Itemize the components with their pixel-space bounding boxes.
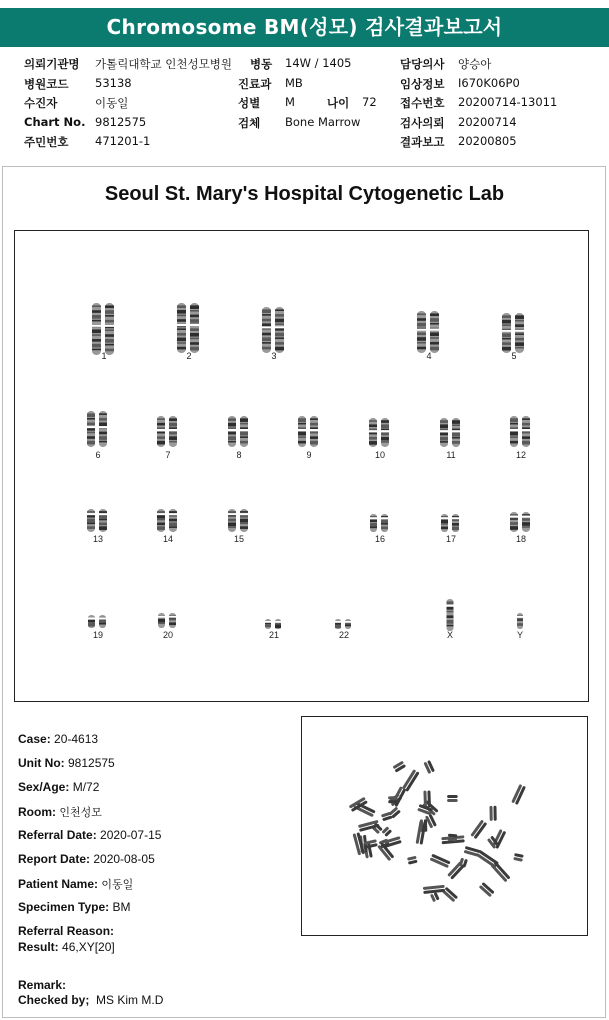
- chromosome-label-19: 19: [92, 630, 103, 640]
- chromosome-label-2: 2: [186, 351, 192, 361]
- chromosome-7: [155, 414, 181, 449]
- specimen-type-label: Specimen Type:: [18, 900, 110, 914]
- room-value: 인천성모: [59, 807, 102, 819]
- chromosome-label-11: 11: [446, 450, 456, 460]
- code-value: 53138: [95, 76, 132, 90]
- remark-label: Remark:: [18, 978, 67, 992]
- patient-info-header: [0, 52, 609, 164]
- chromosome-Y: [509, 611, 531, 631]
- patient-value: 이동일: [95, 96, 129, 110]
- karyogram-panel: [14, 230, 589, 702]
- report-title: Chromosome BM(성모) 검사결과보고서: [0, 8, 609, 47]
- chromosome-label-13: 13: [92, 534, 103, 544]
- chromosome-2: [175, 301, 203, 355]
- chromosome-label-7: 7: [165, 450, 171, 460]
- chromosome-label-X: X: [446, 630, 453, 640]
- chromosome-4: [415, 309, 443, 355]
- referral-date-value: 2020-07-15: [100, 828, 162, 842]
- patient-label: 수진자: [24, 96, 58, 110]
- chromosome-label-Y: Y: [516, 630, 523, 640]
- case-label: Case:: [18, 732, 51, 746]
- specimen-label: 검체: [238, 116, 261, 130]
- chromosome-12: [508, 414, 534, 449]
- chromosome-label-22: 22: [338, 630, 349, 640]
- lab-title: Seoul St. Mary's Hospital Cytogenetic Lab: [104, 183, 505, 205]
- chromosome-label-3: 3: [271, 351, 277, 361]
- chromosome-label-16: 16: [374, 534, 385, 544]
- referral-reason-label: Referral Reason:: [18, 924, 115, 938]
- chromosome-10: [367, 416, 393, 449]
- receipt-value: 20200714-13011: [458, 95, 558, 109]
- chromosome-label-15: 15: [233, 534, 244, 544]
- chromosome-20: [156, 611, 180, 630]
- clinical-value: I670K06P0: [458, 76, 520, 90]
- chromosome-label-9: 9: [306, 450, 312, 460]
- chromosome-label-1: 1: [101, 351, 107, 361]
- dept-value: MB: [285, 76, 303, 90]
- chromosome-label-17: 17: [445, 534, 456, 544]
- patient-name-label: Patient Name:: [18, 877, 99, 891]
- chromosome-21: [263, 617, 285, 631]
- hospital-value: 가톨릭대학교 인천성모병원: [95, 57, 232, 71]
- doctor-label: 담당의사: [400, 57, 445, 71]
- request-value: 20200714: [458, 115, 517, 129]
- chromosome-label-6: 6: [95, 450, 101, 460]
- metaphase-spread-icon: [302, 717, 586, 934]
- chromosome-6: [85, 409, 111, 449]
- sex-label: 성별: [238, 96, 261, 110]
- chromosome-label-8: 8: [236, 450, 242, 460]
- chromosome-18: [508, 510, 534, 534]
- chromosome-19: [86, 613, 110, 630]
- sexage-label: Sex/Age:: [18, 780, 70, 794]
- referral-date-label: Referral Date:: [18, 828, 97, 842]
- ssn-value: 471201-1: [95, 134, 151, 148]
- chart-label: Chart No.: [24, 115, 86, 129]
- report-date-value: 2020-08-05: [93, 852, 155, 866]
- specimen-value: Bone Marrow: [285, 115, 361, 129]
- hospital-label: 의뢰기관명: [24, 57, 80, 71]
- chromosome-label-18: 18: [515, 534, 526, 544]
- ward-value: 14W / 1405: [285, 56, 352, 70]
- doctor-value: 양승아: [458, 57, 492, 71]
- sex-value: M: [285, 95, 295, 109]
- checked-label: Checked by;: [18, 993, 90, 1007]
- specimen-type-value: BM: [112, 900, 131, 914]
- chart-value: 9812575: [95, 115, 147, 129]
- chromosome-9: [296, 414, 322, 449]
- unit-value: 9812575: [68, 756, 115, 770]
- chromosome-14: [155, 507, 181, 534]
- chromosome-5: [500, 311, 528, 355]
- age-value: 72: [362, 95, 377, 109]
- age-label: 나이: [327, 96, 350, 110]
- report-value: 20200805: [458, 134, 517, 148]
- clinical-label: 임상정보: [400, 77, 445, 91]
- request-label: 검사의뢰: [400, 116, 445, 130]
- chromosome-13: [85, 507, 111, 534]
- patient-name-value: 이동일: [101, 879, 134, 891]
- chromosome-label-20: 20: [162, 630, 173, 640]
- code-label: 병원코드: [24, 77, 69, 91]
- receipt-label: 접수번호: [400, 96, 445, 110]
- chromosome-3: [260, 305, 288, 355]
- chromosome-17: [439, 512, 463, 534]
- result-value: 46,XY[20]: [62, 940, 115, 954]
- report-label: 결과보고: [400, 135, 445, 149]
- report-date-label: Report Date:: [18, 852, 91, 866]
- room-label: Room:: [18, 805, 56, 819]
- chromosome-16: [368, 512, 392, 534]
- chromosome-X: [438, 597, 462, 633]
- chromosome-15: [226, 507, 252, 534]
- sexage-value: M/72: [72, 780, 100, 794]
- unit-label: Unit No:: [18, 756, 65, 770]
- chromosome-label-12: 12: [515, 450, 526, 460]
- chromosome-label-21: 21: [268, 630, 279, 640]
- result-label: Result:: [18, 940, 59, 954]
- chromosome-1: [90, 301, 118, 357]
- metaphase-image: [301, 716, 588, 936]
- chromosome-22: [333, 617, 355, 631]
- chromosome-8: [226, 414, 252, 449]
- dept-label: 진료과: [238, 77, 272, 91]
- case-value: 20-4613: [54, 732, 99, 746]
- chromosome-label-10: 10: [374, 450, 385, 460]
- checked-value: MS Kim M.D: [96, 993, 164, 1007]
- chromosome-label-14: 14: [162, 534, 173, 544]
- chromosome-label-5: 5: [511, 351, 517, 361]
- ward-label: 병동: [250, 57, 273, 71]
- chromosome-11: [438, 416, 464, 449]
- ssn-label: 주민번호: [24, 135, 69, 149]
- chromosome-label-4: 4: [426, 351, 432, 361]
